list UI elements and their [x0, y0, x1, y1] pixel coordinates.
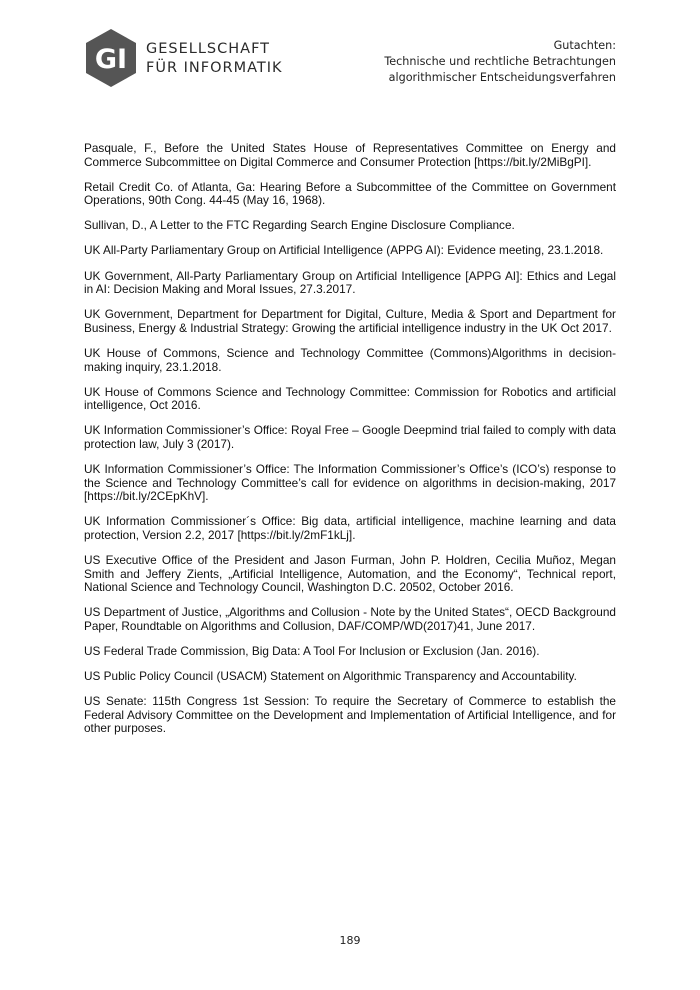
reference-entry: US Executive Office of the President and Jason Furman, John P. Holdren, Cecilia Muñoz, Megan Smith and Jeffery Zients, „Artificial Intelligence, Automation, and the Economy“, Technical report, National Science and Technology Council, Washington D.C. 20502, October 2016. [84, 552, 616, 595]
logo-line-2: FÜR INFORMATIK [146, 60, 283, 76]
reference-entry: US Federal Trade Commission, Big Data: A Tool For Inclusion or Exclusion (Jan. 2016). [84, 643, 540, 658]
report-title-line-2: Technische und rechtliche Betrachtungen [384, 55, 616, 68]
reference-entry: UK House of Commons, Science and Technology Committee (Commons)Algorithms in decision-making inquiry, 23.1.2018. [84, 345, 616, 374]
reference-entry: Pasquale, F., Before the United States House of Representatives Committee on Energy and Commerce Subcommittee on Digital Commerce and Consumer Protection [https://bit.ly/2MiBgPI]. [84, 141, 616, 169]
reference-entry: UK Information Commissioner’s Office: Royal Free – Google Deepmind trial failed to comply with data protection law, July 3 (2017). [84, 423, 616, 451]
logo-wordmark [146, 38, 283, 78]
reference-entry: UK Information Commissioner´s Office: Big data, artificial intelligence, machine learning and data protection, Version 2.2, 2017 [https://bit.ly/2mF1kLj]. [84, 514, 616, 542]
reference-entry: UK Information Commissioner’s Office: The Information Commissioner’s Office’s (ICO’s) response to the Science and Technology Committee’s call for evidence on algorithms in decision-making, 2017 [https://bit.ly/2CEpKhV]. [84, 462, 616, 504]
reference-entry: Retail Credit Co. of Atlanta, Ga: Hearing Before a Subcommittee of the Committee on Government Operations, 90th Cong. 44-45 (May 16, 1968). [84, 179, 616, 208]
report-title-line-1: Gutachten: [553, 39, 616, 52]
report-title [384, 38, 616, 86]
page-header [84, 28, 616, 98]
reference-entry: UK Government, All-Party Parliamentary Group on Artificial Intelligence [APPG AI]: Ethics and Legal in AI: Decision Making and Moral Issues, 27.3.2017. [84, 268, 616, 297]
reference-entry: UK All-Party Parliamentary Group on Artificial Intelligence (APPG AI): Evidence meeting, 23.1.2018. [84, 243, 604, 258]
reference-entry: US Public Policy Council (USACM) Statement on Algorithmic Transparency and Accountability. [84, 669, 577, 684]
reference-entry: US Senate: 115th Congress 1st Session: To require the Secretary of Commerce to establish the Federal Advisory Committee on the Development and Implementation of Artificial Intelligence, and for other purposes. [84, 694, 616, 736]
reference-entry: UK Government, Department for Department for Digital, Culture, Media & Sport and Department for Business, Energy & Industrial Strategy: Growing the artificial intelligence industry in the UK Oct 2017. [84, 307, 616, 335]
gi-logo-mark [84, 28, 138, 88]
reference-entry: US Department of Justice, „Algorithms and Collusion - Note by the United States“, OECD Background Paper, Roundtable on Algorithms and Collusion, DAF/COMP/WD(2017)41, June 2017. [84, 605, 616, 633]
gi-logo [84, 28, 283, 88]
report-title-line-3: algorithmischer Entscheidungsverfahren [388, 71, 616, 84]
reference-entry: Sullivan, D., A Letter to the FTC Regarding Search Engine Disclosure Compliance. [84, 218, 515, 233]
page-number: 189 [339, 934, 361, 947]
logo-mark-letters: GI [94, 44, 128, 75]
reference-list [84, 142, 616, 747]
reference-entry: UK House of Commons Science and Technology Committee: Commission for Robotics and artificial intelligence, Oct 2016. [84, 384, 616, 413]
logo-line-1: GESELLSCHAFT [146, 41, 271, 57]
